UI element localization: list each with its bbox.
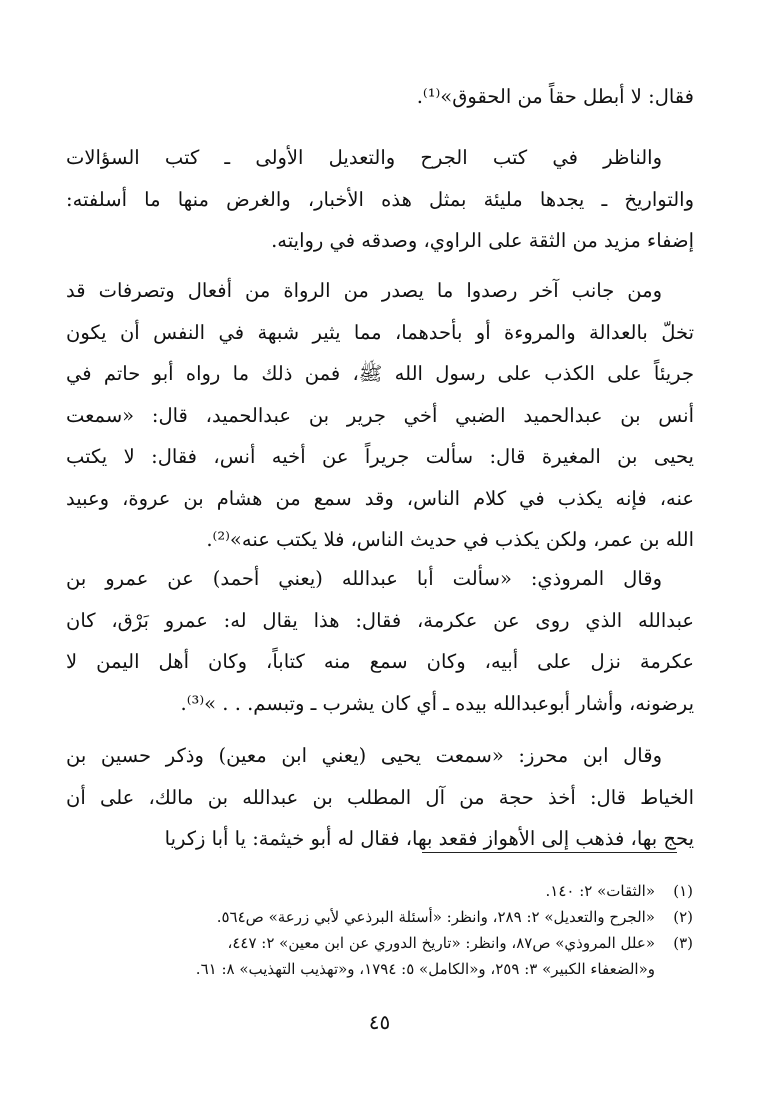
- footnote: [57, 878, 693, 904]
- footnote-number: (٢): [673, 908, 693, 926]
- paragraph-3: [66, 270, 694, 561]
- footnotes: [57, 878, 693, 982]
- text-line: عكرمة نزل على أبيه، وكان سمع منه كتاباً، وكان أهل اليمن لا: [66, 650, 694, 673]
- text-line: ومن جانب آخر رصدوا ما يصدر من الرواة من أفعال وتصرفات قد: [66, 279, 662, 302]
- text-line: الخياط قال: أخذ حجة من آل المطلب بن عبدالله بن مالك، على أن: [66, 785, 694, 809]
- text-line: جريئاً على الكذب على رسول الله ﷺ، فمن ذلك ما رواه أبو حاتم في: [66, 362, 694, 385]
- footnote-text: [57, 930, 655, 982]
- footnote: [57, 930, 693, 982]
- footnote-number: (١): [673, 882, 693, 900]
- footnote-line: «علل المروذي» ص٨٧، وانظر: «تاريخ الدوري عن ابن معين» ٢: ٤٤٧،: [227, 934, 655, 952]
- footnote-divider: [422, 852, 677, 853]
- paragraph-1: [66, 76, 694, 118]
- footnote: [57, 904, 693, 930]
- text-line: والناظر في كتب الجرح والتعديل الأولى ـ كتب السؤالات: [66, 146, 662, 169]
- footnote-text: «الجرح والتعديل» ٢: ٢٨٩، وانظر: «أسئلة البرذعي لأبي زرعة» ص٥٦٤.: [216, 908, 655, 926]
- paragraph-5: [66, 735, 694, 860]
- text-line: أنس بن عبدالحميد الضبي أخي جرير بن عبدالحميد، قال: «سمعت: [66, 403, 694, 427]
- paragraph-4: [66, 558, 694, 724]
- text-line: تخلّ بالعدالة والمروءة أو بأحدهما، مما يثير شبهة في النفس أن يكون: [66, 320, 694, 344]
- text-line: إضفاء مزيد من الثقة على الراوي، وصدقه في روايته.: [271, 229, 694, 252]
- footnote-text: «الثقات» ٢: ١٤٠.: [545, 882, 655, 900]
- text-line: يحيى بن المغيرة قال: سألت جريراً عن أخيه أنس، فقال: لا يكتب: [66, 445, 694, 468]
- text-line: فقال: لا أبطل حقاً من الحقوق»⁽¹⁾.: [416, 85, 694, 108]
- text-line: يحج بها، فذهب إلى الأهواز فقعد بها، فقال له أبو خيثمة: يا أبا زكريا: [164, 827, 694, 850]
- text-line: والتواريخ ـ يجدها مليئة بمثل هذه الأخبار، والغرض منها ما أسلفته:: [66, 187, 694, 211]
- text-line: وقال ابن محرز: «سمعت يحيى (يعني ابن معين) وذكر حسين بن: [66, 744, 662, 767]
- footnote-number: (٣): [673, 934, 693, 952]
- text-line: وقال المروذي: «سألت أبا عبدالله (يعني أحمد) عن عمرو بن: [66, 567, 662, 590]
- text-line: عبدالله الذي روى عن عكرمة، فقال: هذا يقال له: عمرو بَرْق، كان: [66, 608, 694, 632]
- text-line: يرضونه، وأشار أبوعبدالله بيده ـ أي كان يشرب ـ وتبسم. . . »⁽³⁾.: [180, 691, 694, 715]
- page-number: ٤٥: [368, 1010, 391, 1034]
- text-line: عنه، فإنه يكذب في كلام الناس، وقد سمع من هشام بن عروة، وعبيد: [66, 486, 694, 510]
- paragraph-2: [66, 137, 694, 262]
- footnote-line: و«الضعفاء الكبير» ٣: ٢٥٩، و«الكامل» ٥: ١٧٩٤، و«تهذيب التهذيب» ٨: ٦١.: [195, 960, 655, 978]
- text-line: الله بن عمر، ولكن يكذب في حديث الناس، فلا يكتب عنه»⁽²⁾.: [206, 528, 694, 551]
